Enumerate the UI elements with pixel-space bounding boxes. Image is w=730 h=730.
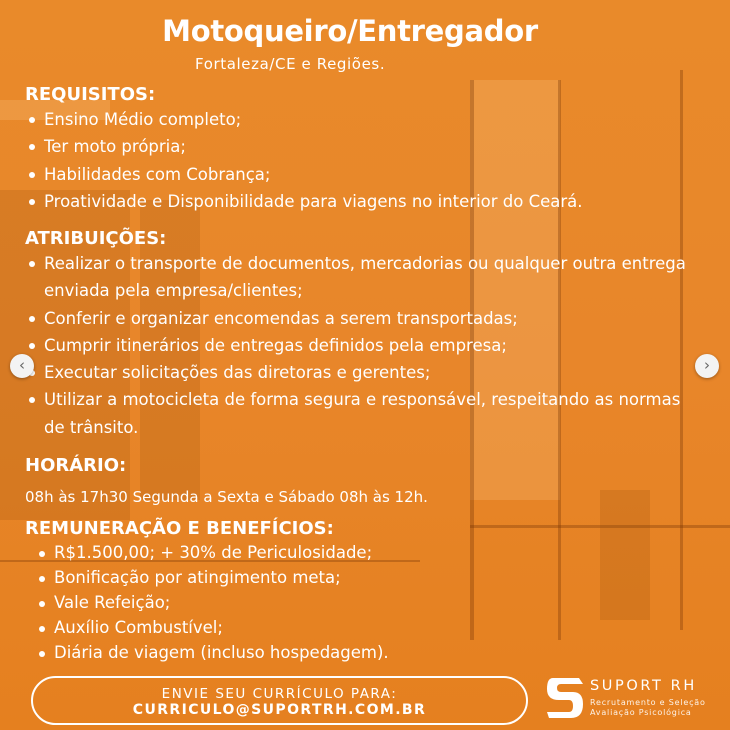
list-item: Proatividade e Disponibilidade para viagens no interior do Ceará. bbox=[25, 188, 705, 215]
chevron-right-icon: › bbox=[704, 356, 710, 374]
cta-label: ENVIE SEU CURRÍCULO PARA: bbox=[161, 686, 398, 702]
list-item: Ter moto própria; bbox=[25, 133, 705, 160]
brand-name: SUPORT RH bbox=[590, 678, 697, 694]
list-item: Realizar o transporte de documentos, mercadorias ou qualquer outra entrega enviada pela empresa/clientes; bbox=[25, 250, 705, 305]
remuneracao-heading: REMUNERAÇÃO E BENEFÍCIOS: bbox=[25, 518, 334, 539]
remuneracao-list bbox=[35, 540, 635, 665]
location-subtitle: Fortaleza/CE e Regiões. bbox=[195, 55, 386, 73]
suport-rh-logo-icon bbox=[545, 676, 585, 720]
atribuicoes-heading: ATRIBUIÇÕES: bbox=[25, 228, 167, 249]
brand-tagline-line: Recrutamento e Seleção bbox=[590, 698, 706, 707]
horario-text: 08h às 17h30 Segunda a Sexta e Sábado 08h às 12h. bbox=[25, 488, 428, 506]
list-item: Executar solicitações das diretoras e gerentes; bbox=[25, 359, 705, 386]
cta-email: CURRICULO@SUPORTRH.COM.BR bbox=[132, 702, 427, 718]
list-item: Diária de viagem (incluso hospedagem). bbox=[35, 640, 635, 665]
brand-tagline bbox=[590, 698, 706, 718]
list-item: Conferir e organizar encomendas a serem transportadas; bbox=[25, 305, 705, 332]
list-item: Cumprir itinerários de entregas definidos pela empresa; bbox=[25, 332, 705, 359]
requisitos-list bbox=[25, 106, 705, 215]
send-resume-banner bbox=[31, 676, 528, 725]
requisitos-heading: REQUISITOS: bbox=[25, 84, 156, 105]
list-item: Ensino Médio completo; bbox=[25, 106, 705, 133]
list-item: Habilidades com Cobrança; bbox=[25, 161, 705, 188]
carousel-prev-button[interactable] bbox=[10, 354, 34, 378]
list-item: Vale Refeição; bbox=[35, 590, 635, 615]
page-title: Motoqueiro/Entregador bbox=[162, 14, 538, 48]
carousel-next-button[interactable] bbox=[695, 354, 719, 378]
horario-heading: HORÁRIO: bbox=[25, 455, 127, 476]
brand-tagline-line: Avaliação Psicológica bbox=[590, 708, 692, 717]
atribuicoes-list bbox=[25, 250, 705, 441]
list-item: Auxílio Combustível; bbox=[35, 615, 635, 640]
chevron-left-icon: ‹ bbox=[19, 356, 25, 374]
list-item: R$1.500,00; + 30% de Periculosidade; bbox=[35, 540, 635, 565]
list-item: Utilizar a motocicleta de forma segura e responsável, respeitando as normas de trânsito. bbox=[25, 386, 705, 441]
list-item: Bonificação por atingimento meta; bbox=[35, 565, 635, 590]
